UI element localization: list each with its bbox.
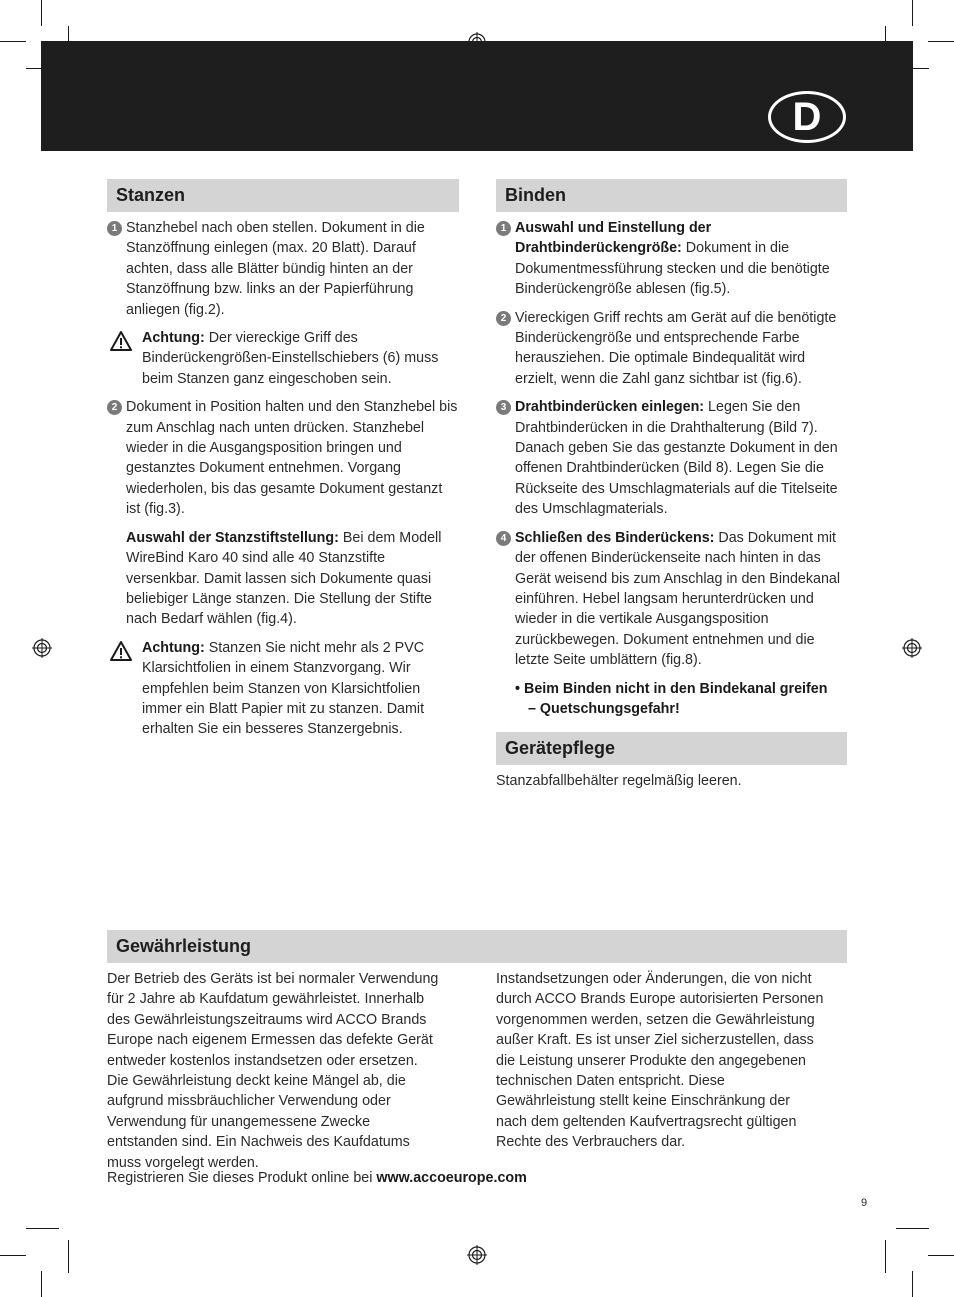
language-badge: D — [768, 91, 846, 143]
step-text: Stanzhebel nach oben stellen. Dokument in die Stanzöffnung einlegen (max. 20 Blatt). Darauf achten, dass alle Blätter bündig hinten an der Stanzöffnung bzw. links an der Papierführung anliegen (fig.2). — [126, 220, 425, 318]
page-number: 9 — [861, 1197, 868, 1209]
step-text: Das Dokument mit der offenen Binderückenseite nach hinten in das Gerät weisend bis zum Anschlag in den Bindekanal einführen. Hebel langsam herunterdrücken und wieder in die vertikale Ausgangsposition zurückbewegen. Dokument entnehmen und die letzte Seite umblättern (fig.8). — [515, 529, 841, 669]
register-link[interactable]: www.accoeurope.com — [376, 1170, 527, 1186]
crop-mark — [896, 1228, 929, 1229]
warning-label: Achtung: — [142, 330, 205, 347]
step-item — [107, 218, 459, 320]
note-label: Auswahl der Stanzstiftstellung: — [126, 529, 339, 546]
warranty-text-right: Instandsetzungen oder Änderungen, die von nicht durch ACCO Brands Europe autorisierten Personen vorgenommen werden, setzen die Gewährleistung außer Kraft. Es ist unser Ziel sicherzustellen, dass die Leistung unserer Produkte den angegebenen technischen Daten entspricht. Diese Gewährleistung stellt keine Einschränkung der nach dem geltenden Kaufvertragsrecht gültigen Rechte des Verbrauchers dar. — [496, 971, 824, 1151]
crop-mark — [885, 1240, 886, 1273]
register-text: Registrieren Sie dieses Produkt online bei — [107, 1170, 377, 1186]
section-heading: Stanzen — [107, 179, 459, 212]
step-number: 2 — [496, 311, 511, 326]
note-text: Bei dem Modell WireBind Karo 40 sind alle 40 Stanzstifte versenkbar. Damit lassen sich Dokumente quasi beliebiger Länge stanzen. Die Stellung der Stifte nach Bedarf wählen (fig.4). — [126, 529, 442, 628]
step-number: 1 — [107, 221, 122, 236]
crop-mark — [928, 1255, 954, 1256]
step-item — [107, 397, 459, 519]
step-number: 2 — [107, 400, 122, 415]
section-heading: Binden — [496, 179, 847, 212]
step-item — [496, 528, 847, 671]
crop-mark — [26, 1228, 59, 1229]
crop-mark — [0, 1255, 26, 1256]
bullet-text: – Quetschungsgefahr! — [528, 700, 680, 717]
warning-triangle-icon — [109, 640, 133, 662]
warning-note — [107, 638, 459, 740]
warning-text: Stanzen Sie nicht mehr als 2 PVC Klarsichtfolien in einem Stanzvorgang. Wir empfehlen beim Stanzen von Klarsichtfolien immer ein Blatt Papier mit zu stanzen. Damit erhalten Sie ein besseres Stanzergebnis. — [142, 639, 425, 738]
step-text: Dokument in die Dokumentmessführung stecken und die benötigte Binderückengröße ablesen (fig.5). — [515, 240, 830, 298]
step-item — [496, 308, 847, 390]
binden-section — [496, 179, 847, 792]
warning-triangle-icon — [109, 330, 133, 352]
stanzen-section — [107, 179, 459, 748]
section-heading: Gewährleistung — [107, 930, 847, 963]
crop-mark — [928, 41, 954, 42]
step-item — [496, 218, 847, 300]
step-number: 4 — [496, 531, 511, 546]
warning-note — [107, 328, 459, 389]
warning-text: Der viereckige Griff des Binderückengrößen-Einstellschiebers (6) muss beim Stanzen ganz eingeschoben sein. — [142, 330, 439, 387]
step-number: 1 — [496, 221, 511, 236]
registration-mark-icon — [902, 638, 922, 658]
registration-mark-icon — [467, 1245, 487, 1265]
step-item — [496, 397, 847, 519]
step-label: Auswahl und Einstellung der Drahtbinderückengröße: — [515, 220, 712, 257]
care-text: Stanzabfallbehälter regelmäßig leeren. — [496, 773, 742, 790]
step-label: Drahtbinderücken einlegen: — [515, 399, 705, 416]
safety-bullet — [496, 679, 847, 720]
step-number: 3 — [496, 400, 511, 415]
step-text: Viereckigen Griff rechts am Gerät auf die benötigte Binderückengröße und entsprechende Farbe herausziehen. Die optimale Bindequalität wird erzielt, wenn die Zahl ganz sichtbar ist (fig.6). — [515, 309, 837, 387]
register-line — [107, 1168, 527, 1188]
step-label: Schließen des Binderückens: — [515, 529, 715, 546]
warning-label: Achtung: — [142, 639, 205, 656]
registration-mark-icon — [32, 638, 52, 658]
crop-mark — [0, 41, 26, 42]
crop-mark — [68, 1240, 69, 1273]
section-heading: Gerätepflege — [496, 732, 847, 765]
crop-mark — [912, 1271, 913, 1297]
bullet-marker: • — [515, 680, 521, 697]
pin-setting-note — [107, 528, 459, 630]
crop-mark — [41, 0, 42, 26]
step-text: Dokument in Position halten und den Stanzhebel bis zum Anschlag nach unten drücken. Stanzhebel wieder in die Ausgangsposition bringen und gestanztes Dokument entnehmen. Vorgang wiederholen, bis das gesamte Dokument gestanzt ist (fig.3). — [126, 399, 458, 518]
warranty-text-left: Der Betrieb des Geräts ist bei normaler Verwendung für 2 Jahre ab Kaufdatum gewährleistet. Innerhalb des Gewährleistungszeitraums wird ACCO Brands Europe nach eigenem Ermessen das defekte Gerät entweder kostenlos instandsetzen oder ersetzen. Die Gewährleistung deckt keine Mängel ab, die aufgrund missbräuchlicher Verwendung oder Verwendung für unangemessene Zwecke entstanden sind. Ein Nachweis des Kaufdatums muss vorgelegt werden. — [107, 971, 439, 1171]
step-text: Legen Sie den Drahtbinderücken in die Drahthalterung (Bild 7). Danach geben Sie das gestanzte Dokument in den offenen Drahtbinderücken (Bild 8). Legen Sie die Rückseite des Umschlagmaterials auf die Titelseite des Umschlagmaterials. — [515, 399, 838, 518]
crop-mark — [41, 1271, 42, 1297]
crop-mark — [912, 0, 913, 26]
bullet-text: Beim Binden nicht in den Bindekanal greifen — [524, 680, 828, 697]
